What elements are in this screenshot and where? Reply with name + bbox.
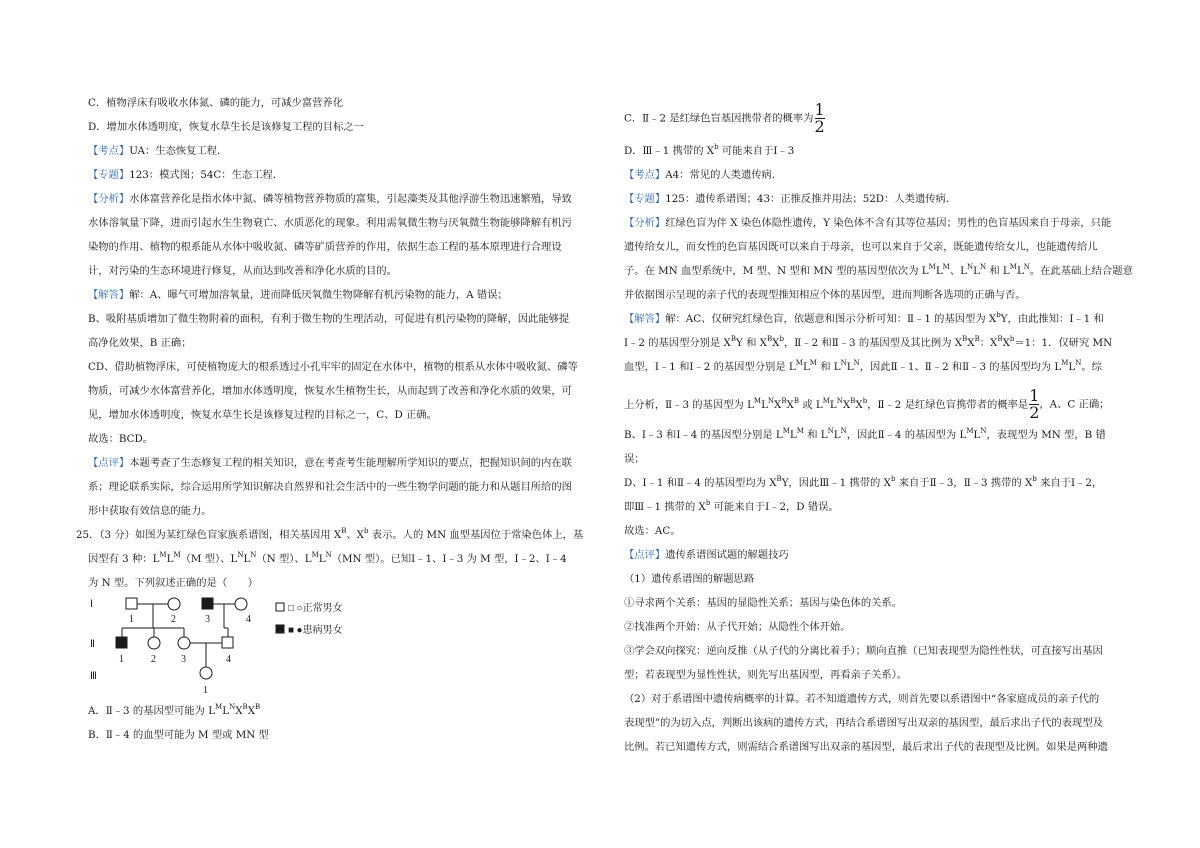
zhuanti-text: 123：模式图；54C：生态工程． <box>129 169 284 181</box>
r-jieda-frac-pre: 上分析，Ⅱ﹣3 的基因型为 $L^ML^NX^BX^B$ 或 $L^ML^NX^BX^b$，Ⅱ﹣2 是红绿色盲携带者的概率是 <box>624 396 1029 411</box>
gen-label-3: Ⅲ <box>90 671 97 682</box>
guxuan: 故选：BCD。 <box>88 433 154 445</box>
tip-line-2: ①寻求两个关系：基因的显隐性关系；基因与染色体的关系。 <box>624 597 903 609</box>
fenxi-line-3: 染物的作用、植物的根系能从水体中吸收氮、磷等矿质营养的作用，依据生态工程的基本原理进行合理设 <box>88 241 562 253</box>
gen1-num-3: 3 <box>205 614 210 625</box>
r-jieda-d-line-1: D、Ⅰ﹣1 和Ⅱ﹣4 的基因型均为 $X^BY$，因此Ⅲ﹣1 携带的 $X^b$ 来自于Ⅱ﹣3，Ⅱ﹣3 携带的 $X^b$ 来自于Ⅰ﹣2， <box>624 475 1103 489</box>
question-25-line-1: 25．（3 分）如图为某红绿色盲家族系谱图，相关基因用 $X^B$、$X^b$ 表示。人的 MN 血型基因位于常染色体上，基 <box>76 527 584 541</box>
gen1-male-1 <box>126 598 137 609</box>
fenxi-line-1 <box>88 192 572 206</box>
dianping-line-3: 形中获取有效信息的能力。 <box>88 505 212 517</box>
kaodian-text: UA：生态恢复工程． <box>129 145 228 157</box>
r-guxuan: 故选：AC。 <box>624 525 681 537</box>
r-jieda-line-1 <box>624 312 1104 326</box>
tip-line-7: 表现型”的为切入点，判断出该病的遗传方式，再结合系谱图写出双亲的基因型，最后求出子代的表现型及 <box>624 717 1103 729</box>
r-kaodian-line <box>624 168 782 182</box>
fraction-one-half-2 <box>1029 388 1039 421</box>
fraction-denominator: 2 <box>814 117 825 136</box>
option-a: A．Ⅱ﹣3 的基因型可能为 $L^ML^NX^BX^B$ <box>88 703 261 717</box>
r-fenxi-line-3: 子。在 MN 血型系统中，M 型、N 型和 MN 型的基因型依次为 $L^ML^M$、$L^NL^N$ 和 $L^ML^N$。在此基础上结合题意 <box>624 263 1133 277</box>
gen1-num-2: 2 <box>171 614 176 625</box>
kaodian-tag: 【考点】 <box>88 145 130 157</box>
fraction-numerator: 1 <box>814 100 825 119</box>
gen1-female-4 <box>235 598 247 610</box>
c-option: C．植物浮床有吸收水体氮、磷的能力，可减少富营养化 <box>88 97 344 109</box>
dianping-text: 本题考查了生态修复工程的相关知识，意在考查考生能理解所学知识的要点，把握知识间的内在联 <box>129 457 572 469</box>
r-fenxi-line-4: 并依据图示呈现的亲子代的表现型推知相应个体的基因型，进而判断各选项的正确与否。 <box>624 289 1026 301</box>
gen1-num-1: 1 <box>129 614 134 625</box>
jieda-tag: 【解答】 <box>88 289 130 301</box>
gen2-female-2 <box>148 637 160 649</box>
legend-normal: □ ○正常男女 <box>288 603 343 614</box>
legend-affected-male-icon <box>276 625 284 633</box>
r-fenxi-tag: 【分析】 <box>624 217 666 229</box>
tip-line-8: 比例。若已知遗传方式，则需结合系谱图写出双亲的基因型，最后求出子代的表现型及比例。如果是两种遗 <box>624 741 1108 753</box>
r-fenxi-line-1 <box>624 216 1111 230</box>
fraction-one-half <box>814 102 824 135</box>
r-jieda-line-3: 血型，Ⅰ﹣1 和Ⅰ﹣2 的基因型分别是 $L^ML^M$ 和 $L^NL^N$，因此Ⅱ﹣1、Ⅱ﹣2 和Ⅱ﹣3 的基因型均为 $L^ML^N$。综 <box>624 359 1102 373</box>
r-zhuanti-text: 125：遗传系谱图；43：正推反推并用法；52D：人类遗传病． <box>665 193 957 205</box>
gen2-num-3: 3 <box>181 654 186 665</box>
r-jieda-b-line-1: B、Ⅰ﹣3 和Ⅰ﹣4 的基因型分别是 $L^ML^M$ 和 $L^NL^N$，因此Ⅱ﹣4 的基因型为 $L^ML^N$，表现型为 MN 型，B 错 <box>624 427 1106 441</box>
legend-affected: ■ ●患病男女 <box>288 625 343 636</box>
jieda-line-4: CD、借助植物浮床，可使植物庞大的根系透过小孔牢牢的固定在水体中，植物的根系从水体中吸收氮、磷等 <box>88 361 578 373</box>
fraction-numerator-2: 1 <box>1029 386 1040 405</box>
gen2-male-4 <box>222 637 233 648</box>
fenxi-tag: 【分析】 <box>88 193 130 205</box>
r-jieda-b-line-2: 误； <box>624 453 645 465</box>
pedigree-chart <box>88 592 388 702</box>
r-kaodian-text: A4：常见的人类遗传病． <box>665 169 783 181</box>
r-fenxi-line-2: 遗传给女儿，而女性的色盲基因既可以来自于母亲，也可以来自于父亲，既能遗传给女儿，也能遗传给儿 <box>624 241 1098 253</box>
r-zhuanti-tag: 【专题】 <box>624 193 666 205</box>
question-25-line-2: 因型有 3 种：$L^ML^M(M$ 型）、$L^NL^N(N$ 型）、$L^ML^N(MN$ 型）。已知Ⅰ﹣1、Ⅰ﹣3 为 M 型，Ⅰ﹣2、Ⅰ﹣4 <box>88 551 567 565</box>
gen2-num-2: 2 <box>151 654 156 665</box>
option-b: B．Ⅱ﹣4 的血型可能为 M 型或 MN 型 <box>88 729 269 741</box>
jieda-text: 解：A、曝气可增加溶氧量，进而降低厌氧微生物降解有机污染物的能力，A 错误； <box>129 289 508 301</box>
dianping-line-1 <box>88 456 572 470</box>
legend-normal-male-icon <box>276 603 284 611</box>
fenxi-line-2: 水体溶氧量下降，进而引起水生生物衰亡、水质恶化的现象。利用需氧微生物与厌氧微生物能够降解有机污 <box>88 217 572 229</box>
gen2-affected-male-1 <box>116 637 127 648</box>
option-d: D．Ⅲ﹣1 携带的 $X^b$ 可能来自于Ⅰ﹣3 <box>624 143 795 157</box>
gen-label-1: Ⅰ <box>90 599 93 610</box>
jieda-line-6: 见，增加水体透明度，恢复水草生长是该修复过程的目标之一，C、D 正确。 <box>88 409 437 421</box>
r-jieda-text: 解：AC、仅研究红绿色盲，依题意和图示分析可知：Ⅱ﹣1 的基因型为 $X^bY$，由此推知：Ⅰ﹣1 和 <box>665 311 1104 325</box>
r-kaodian-tag: 【考点】 <box>624 169 666 181</box>
gen-label-2: Ⅱ <box>90 639 95 650</box>
tip-line-5: 型；若表现型为显性性状，则先写出基因型，再看亲子关系）。 <box>624 669 908 681</box>
gen3-female-1 <box>200 667 212 679</box>
r-jieda-d-line-2: 即Ⅲ﹣1 携带的 $X^b$ 可能来自于Ⅰ﹣2，D 错误。 <box>624 499 839 513</box>
r-jieda-line-2: Ⅰ﹣2 的基因型分别是 $X^BY$ 和 $X^BX^b$，Ⅱ﹣2 和Ⅱ﹣3 的基因型及其比例为 $X^BX^B$：$X^BX^b=1$：1．仅研究 MN <box>624 335 1113 349</box>
gen1-num-4: 4 <box>246 614 251 625</box>
gen1-female-2 <box>168 598 180 610</box>
r-dianping-tag: 【点评】 <box>624 549 666 561</box>
tip-line-1: （1）遗传系谱图的解题思路 <box>624 573 755 585</box>
gen1-affected-male-3 <box>202 598 213 609</box>
zhuanti-tag: 【专题】 <box>88 169 130 181</box>
dianping-line-2: 系；理论联系实际，综合运用所学知识解决自然界和社会生活中的一些生物学问题的能力和从题目所给的图 <box>88 481 572 493</box>
r-dianping-line <box>624 548 789 562</box>
r-jieda-frac-post: ，A、C 正确； <box>1039 398 1110 411</box>
jieda-line-5: 物质，可减少水体富营养化，增加水体透明度，恢复水生植物生长，从而起到了改善和净化水质的效果，可 <box>88 385 572 397</box>
zhuanti-line <box>88 168 283 182</box>
fraction-denominator-2: 2 <box>1029 403 1040 422</box>
kaodian-line <box>88 144 227 158</box>
r-dianping-text: 遗传系谱图试题的解题技巧 <box>665 549 789 561</box>
fenxi-text: 水体富营养化是指水体中氮、磷等植物营养物质的富集，引起藻类及其他浮游生物迅速繁殖，导致 <box>129 193 572 205</box>
tip-line-6: （2）对于系谱图中遗传病概率的计算。若不知道遗传方式，则首先要以系谱图中“各家庭成员的亲子代的 <box>624 693 1100 705</box>
jieda-line-2: B、吸附基质增加了微生物附着的面积，有利于微生物的生理活动，可促进有机污染物的降解，因此能够提 <box>88 313 570 325</box>
r-fenxi-text: 红绿色盲为伴 X 染色体隐性遗传，Y 染色体不含有其等位基因；男性的色盲基因来自于母亲，只能 <box>665 217 1112 229</box>
gen3-num-1: 1 <box>203 685 208 696</box>
d-option: D．增加水体透明度，恢复水草生长是该修复工程的目标之一 <box>88 121 364 133</box>
option-c <box>624 102 825 135</box>
jieda-line-3: 高净化效果，B 正确； <box>88 337 192 349</box>
jieda-line-1 <box>88 288 508 302</box>
question-25-line-3: 为 N 型。下列叙述正确的是（ ） <box>88 577 259 589</box>
dianping-tag: 【点评】 <box>88 457 130 469</box>
fenxi-line-4: 计，对污染的生态环境进行修复，从而达到改善和净化水质的目的。 <box>88 265 397 277</box>
tip-line-3: ②找准两个开始：从子代开始；从隐性个体开始。 <box>624 621 851 633</box>
tip-line-4: ③学会双向探究：逆向反推（从子代的分离比着手）；顺向直推（已知表现型为隐性性状，可直接写出基因 <box>624 645 1103 657</box>
gen2-female-3 <box>178 637 190 649</box>
gen2-num-4: 4 <box>226 654 231 665</box>
r-jieda-line-4 <box>624 388 1109 421</box>
option-c-text: C．Ⅱ﹣2 是红绿色盲基因携带者的概率为 <box>624 112 814 125</box>
r-zhuanti-line <box>624 192 956 206</box>
gen2-num-1: 1 <box>119 654 124 665</box>
r-jieda-tag: 【解答】 <box>624 313 666 325</box>
